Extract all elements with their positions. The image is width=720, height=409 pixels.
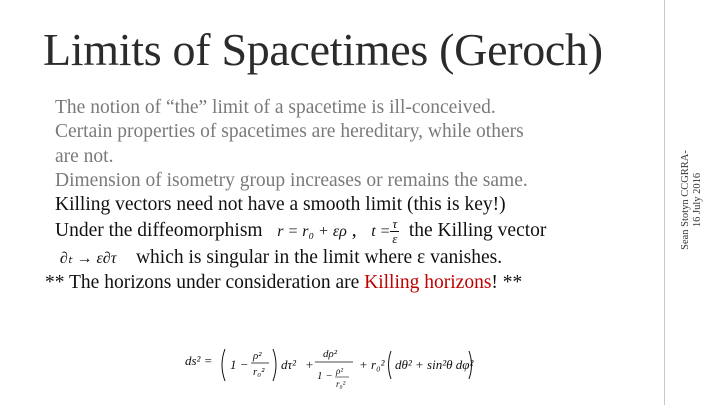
svg-text:dτ²: dτ²	[281, 357, 297, 372]
metric-formula	[185, 345, 475, 405]
diffeo-text: Under the diffeomorphism	[55, 220, 263, 242]
diffeo-t-lhs: t =	[371, 222, 391, 240]
side-caption	[680, 150, 704, 250]
svg-text:1 −: 1 −	[317, 370, 333, 382]
svg-text:+: +	[305, 357, 314, 372]
bullet-line-5: Killing vectors need not have a smooth limit (this is key!)	[55, 194, 506, 216]
bullet-line-4: Dimension of isometry group increases or remains the same.	[55, 169, 528, 191]
diffeo-comma: ,	[351, 220, 357, 242]
killing-vector-map: ∂ₜ → ε∂τ	[59, 249, 117, 267]
side-caption-author: Sean Stotyn CCGRRA-	[680, 150, 691, 250]
bullet-line-1: The notion of “the” limit of a spacetime is ill-conceived.	[55, 97, 496, 118]
svg-text:ρ²: ρ²	[336, 366, 344, 376]
slide-body	[45, 96, 655, 295]
fraction-numerator: τ	[392, 216, 398, 232]
bullet-line-7	[55, 246, 655, 271]
killing-horizons-highlight: Killing horizons	[364, 272, 492, 294]
svg-text:dρ²: dρ²	[323, 348, 338, 360]
diffeo-t-fraction	[390, 217, 399, 246]
svg-text:+ r₀²: + r₀²	[359, 357, 385, 372]
svg-text:1 −: 1 −	[230, 357, 249, 372]
singular-limit-text: which is singular in the limit where ε vanishes.	[135, 247, 503, 269]
bullet-line-2: Certain properties of spacetimes are hereditary, while others	[55, 121, 524, 143]
diffeo-r-equation: r = r₀ + ερ	[277, 222, 347, 240]
svg-text:ds² =: ds² =	[185, 353, 213, 368]
bullet-line-6	[55, 217, 655, 246]
killing-vector-text: the Killing vector	[408, 220, 547, 242]
slide-title: Limits of Spacetimes (Geroch)	[43, 24, 603, 75]
horizons-text: ** The horizons under consideration are	[45, 272, 365, 294]
svg-text:dθ² + sin²θ dφ²: dθ² + sin²θ dφ²	[395, 357, 474, 372]
side-caption-date: 16 July 2016	[692, 172, 703, 228]
fraction-denominator: ε	[392, 231, 398, 247]
svg-text:r₀²: r₀²	[253, 366, 265, 378]
metric-formula-graphic	[185, 345, 475, 405]
horizons-text-end: ! **	[491, 272, 523, 294]
bullet-line-3: are not.	[55, 145, 114, 167]
svg-text:ρ²: ρ²	[253, 350, 262, 362]
bullet-line-8	[45, 271, 655, 295]
svg-text:r₀²: r₀²	[336, 379, 346, 389]
